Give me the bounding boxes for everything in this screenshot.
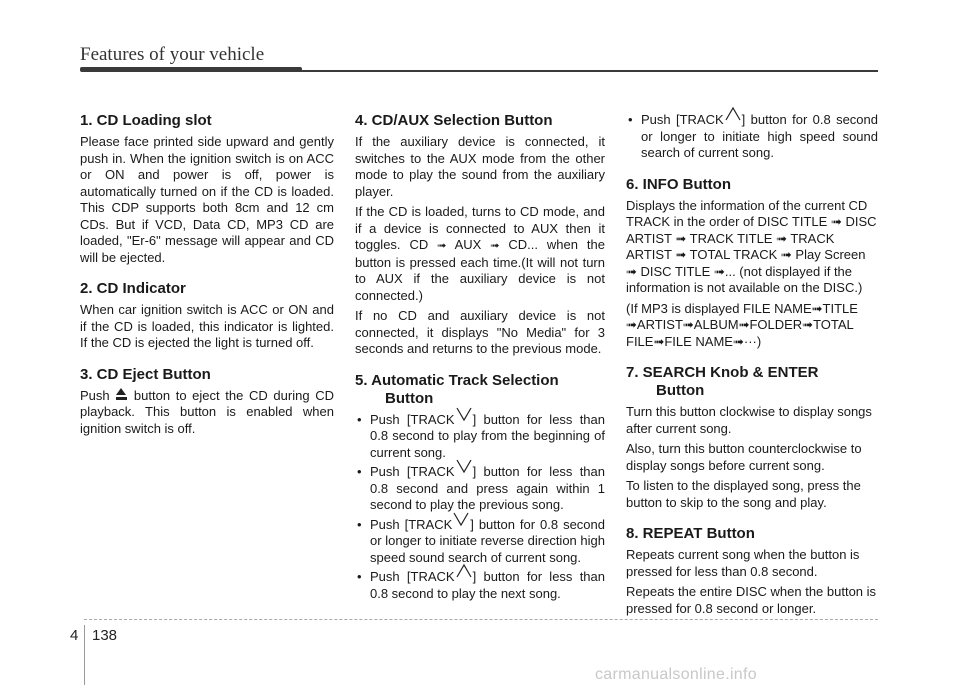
chevron-up-icon <box>724 112 742 125</box>
section-heading: 8. REPEAT Button <box>626 525 755 542</box>
section-heading: 7. SEARCH Knob & ENTER Button <box>626 364 819 399</box>
footer-page-number: 138 <box>92 627 118 644</box>
paragraph: To listen to the displayed song, press the button to skip to the song and play. <box>626 478 861 510</box>
paragraph: If the auxiliary device is connected, it switches to the AUX mode from the other mode to play the sound from the auxiliary player. <box>355 134 605 199</box>
section-heading: 4. CD/AUX Selection Button <box>355 112 553 129</box>
list-item: • Push [TRACK ] button for less than 0.8 second and press again within 1 second to play the previous song. <box>355 464 605 514</box>
list-item: • Push [TRACK ] button for less than 0.8 second to play the next song. <box>355 569 605 602</box>
chevron-down-icon <box>455 464 473 477</box>
section-info-button <box>626 176 878 351</box>
section-heading: 5. Automatic Track Selection Button <box>355 371 559 407</box>
watermark: carmanualsonline.info <box>595 666 757 683</box>
section-heading: 1. CD Loading slot <box>80 112 212 129</box>
paragraph: Push button to eject the CD during CD playback. This button is enabled when ignition switch is off. <box>80 387 334 436</box>
section-cd-indicator <box>80 280 334 352</box>
section-heading: 3. CD Eject Button <box>80 365 211 383</box>
section-cd-aux-selection <box>355 112 605 358</box>
section-track-continued <box>626 112 878 162</box>
list-item: • Push [TRACK ] button for less than 0.8 second to play from the beginning of current song. <box>355 412 605 462</box>
paragraph: Also, turn this button counterclockwise to display songs before current song. <box>626 441 862 473</box>
track-bullet-list <box>355 412 605 603</box>
column-right <box>626 112 878 631</box>
section-automatic-track-selection <box>355 372 605 603</box>
section-heading: 6. INFO Button <box>626 175 731 193</box>
paragraph: Turn this button clockwise to display songs after current song. <box>626 404 872 436</box>
chevron-up-icon <box>455 569 473 582</box>
footer-rule <box>84 619 878 620</box>
paragraph: Repeats the entire DISC when the button is pressed for 0.8 second or longer. <box>626 584 877 616</box>
section-heading: 2. CD Indicator <box>80 280 186 297</box>
list-item: • Push [TRACK ] button for 0.8 second or longer to initiate reverse direction high speed sound search of current song. <box>355 517 605 567</box>
list-item: • Push [TRACK ] button for 0.8 second or longer to initiate high speed sound search of current song. <box>626 112 878 162</box>
track-bullet-list <box>626 112 878 162</box>
header-rule-thick <box>80 67 302 72</box>
section-cd-loading-slot <box>80 112 334 266</box>
chevron-down-icon <box>452 517 470 530</box>
paragraph: (If MP3 is displayed FILE NAME➟TITLE ➟ARTIST➟ALBUM➟FOLDER➟TOTAL FILE➟FILE NAME➟···) <box>626 300 858 349</box>
paragraph: If the CD is loaded, turns to CD mode, and if a device is connected to AUX then it toggles. CD ➟ AUX ➟ CD... when the button is pressed each time.(It will not turn to AUX if the auxiliary device is not connected.) <box>355 204 605 303</box>
paragraph: Displays the information of the current CD TRACK in the order of DISC TITLE ➟ DISC ARTIST ➟ TRACK TITLE ➟ TRACK ARTIST ➟ TOTAL TRACK ➟ Play Screen ➟ DISC TITLE ➟... (not displayed if the information is not available on the DISC.) <box>626 197 877 295</box>
page-header-title: Features of your vehicle <box>80 44 265 65</box>
section-repeat-button <box>626 525 878 617</box>
eject-icon <box>115 388 128 401</box>
paragraph: When car ignition switch is ACC or ON and if the CD is loaded, this indicator is lighted. If the CD is ejected the light is turned off. <box>80 302 334 350</box>
paragraph: If no CD and auxiliary device is not connected, it displays "No Media" for 3 seconds and returns to the previous mode. <box>355 308 605 356</box>
footer-divider <box>84 625 85 685</box>
section-cd-eject-button <box>80 366 334 438</box>
paragraph: Please face printed side upward and gently push in. When the ignition switch is on ACC or ON and power is off, power is automatically turned on if the CD is loaded. This CDP supports both 8cm and 12 cm CDs. But if VCD, Data CD, MP3 CD are loaded, "Er-6" message will appear and CD will be ejected. <box>80 134 334 265</box>
header-rule-thin <box>300 70 878 72</box>
section-search-knob <box>626 364 878 511</box>
footer-section-number: 4 <box>70 627 79 644</box>
column-middle <box>355 112 605 616</box>
arrow-right-icon: ➟ <box>490 240 500 252</box>
chevron-down-icon <box>455 412 473 425</box>
column-left <box>80 112 334 451</box>
paragraph: Repeats current song when the button is pressed for less than 0.8 second. <box>626 547 860 579</box>
arrow-right-icon: ➟ <box>437 240 447 252</box>
